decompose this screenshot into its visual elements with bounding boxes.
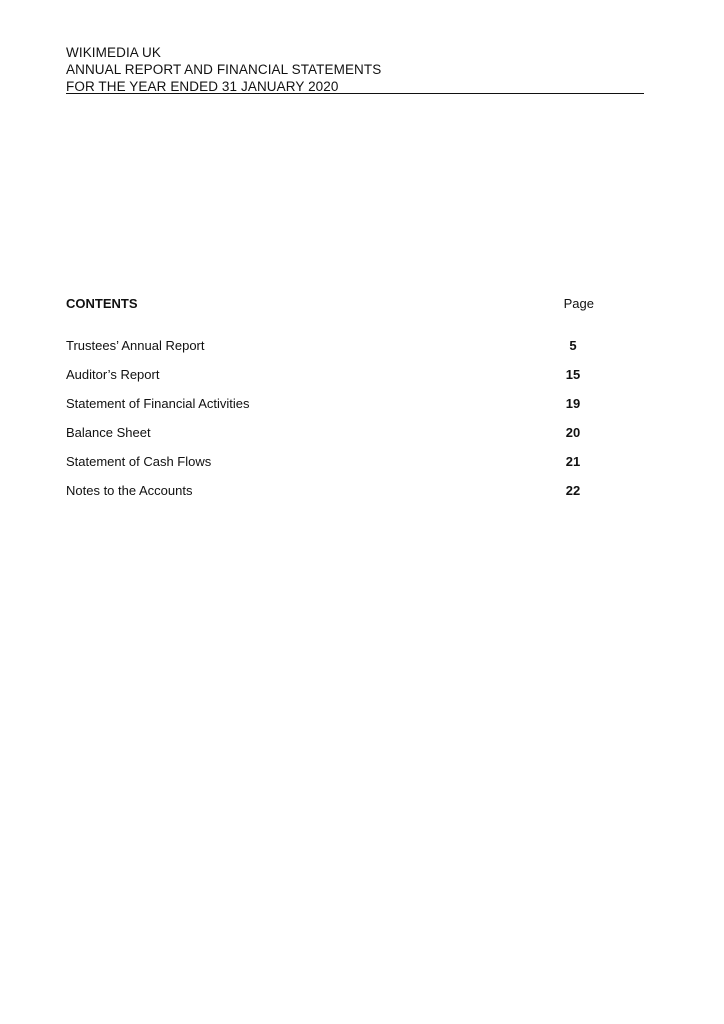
report-title: ANNUAL REPORT AND FINANCIAL STATEMENTS — [66, 62, 382, 77]
contents-item-page: 22 — [565, 483, 581, 498]
contents-item-page: 21 — [565, 454, 581, 469]
document-header — [66, 44, 644, 95]
contents-item-title: Notes to the Accounts — [66, 483, 193, 498]
contents-item-page: 19 — [565, 396, 581, 411]
contents-list — [66, 338, 596, 512]
contents-heading-row — [66, 296, 596, 316]
contents-item-title: Statement of Cash Flows — [66, 454, 212, 469]
contents-item — [66, 396, 596, 425]
contents-item — [66, 425, 596, 454]
contents-item-page: 15 — [565, 367, 581, 382]
contents-item-title: Balance Sheet — [66, 425, 151, 440]
organisation-name: WIKIMEDIA UK — [66, 45, 161, 60]
contents-item — [66, 338, 596, 367]
page-column-label: Page — [563, 296, 594, 311]
contents-title: CONTENTS — [66, 296, 138, 311]
header-divider — [66, 93, 644, 94]
contents-item — [66, 367, 596, 396]
contents-item-page: 20 — [565, 425, 581, 440]
report-period: FOR THE YEAR ENDED 31 JANUARY 2020 — [66, 79, 339, 94]
contents-item-title: Trustees’ Annual Report — [66, 338, 205, 353]
contents-item-title: Statement of Financial Activities — [66, 396, 250, 411]
contents-item — [66, 483, 596, 512]
contents-item-page: 5 — [569, 338, 577, 353]
table-of-contents — [66, 296, 596, 498]
contents-item-title: Auditor’s Report — [66, 367, 160, 382]
contents-item — [66, 454, 596, 483]
